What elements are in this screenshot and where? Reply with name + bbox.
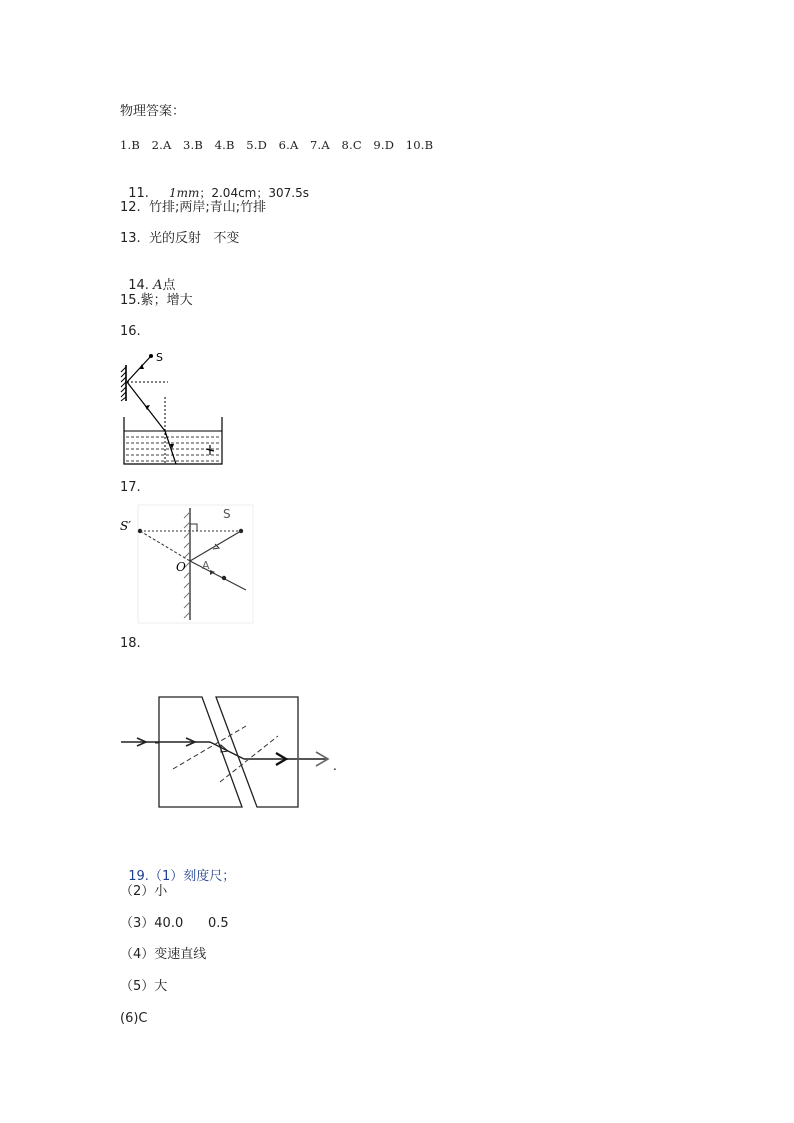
answer-18-number: 18. — [120, 636, 141, 651]
answer-13: 13. 光的反射 不变 — [120, 231, 240, 246]
answer-14-number: 14. — [128, 278, 149, 293]
fig17-label-a: A — [202, 559, 210, 572]
fig17-label-s-prime: S′ — [120, 519, 131, 533]
fig16-label-s: S — [156, 351, 163, 364]
fig17-label-o: O — [176, 560, 186, 574]
answer-19-part4: （4）变速直线 — [120, 947, 207, 962]
figure-18-prism-light-path-diagram — [118, 690, 343, 810]
answer-title: 物理答案： — [120, 104, 186, 119]
answer-19-part5: （5）大 — [120, 979, 168, 994]
figure-17-plane-mirror-diagram — [118, 500, 258, 625]
answer-11 — [120, 169, 309, 202]
answer-19-head — [120, 853, 235, 885]
answer-19-part1: 19.（1）刻度尺； — [128, 869, 236, 884]
answer-19-part6: (6)C — [120, 1011, 148, 1026]
figure-16-reflection-refraction-diagram — [118, 345, 230, 467]
answer-15: 15.紫；增大 — [120, 293, 193, 308]
answer-16-number: 16. — [120, 324, 141, 339]
answer-14 — [120, 262, 176, 294]
fig18-trailing-mark: . — [333, 759, 337, 773]
answer-14-text: 点 — [162, 278, 176, 293]
answer-12: 12. 竹排;两岸;青山;竹排 — [120, 200, 267, 215]
multiple-choice-answers: 1.B 2.A 3.B 4.B 5.D 6.A 7.A 8.C 9.D 10.B — [120, 138, 434, 152]
answer-17-number: 17. — [120, 480, 141, 495]
answer-11-rest: ；2.04cm；307.5s — [199, 186, 309, 200]
answer-19-part2: （2）小 — [120, 884, 168, 899]
answer-11-unit: 1mm — [168, 186, 200, 200]
fig17-label-s: S — [223, 507, 231, 521]
answer-14-letter: A — [153, 278, 163, 293]
answer-11-number: 11. — [128, 186, 149, 201]
answer-19-part3: （3）40.0 0.5 — [120, 916, 229, 931]
